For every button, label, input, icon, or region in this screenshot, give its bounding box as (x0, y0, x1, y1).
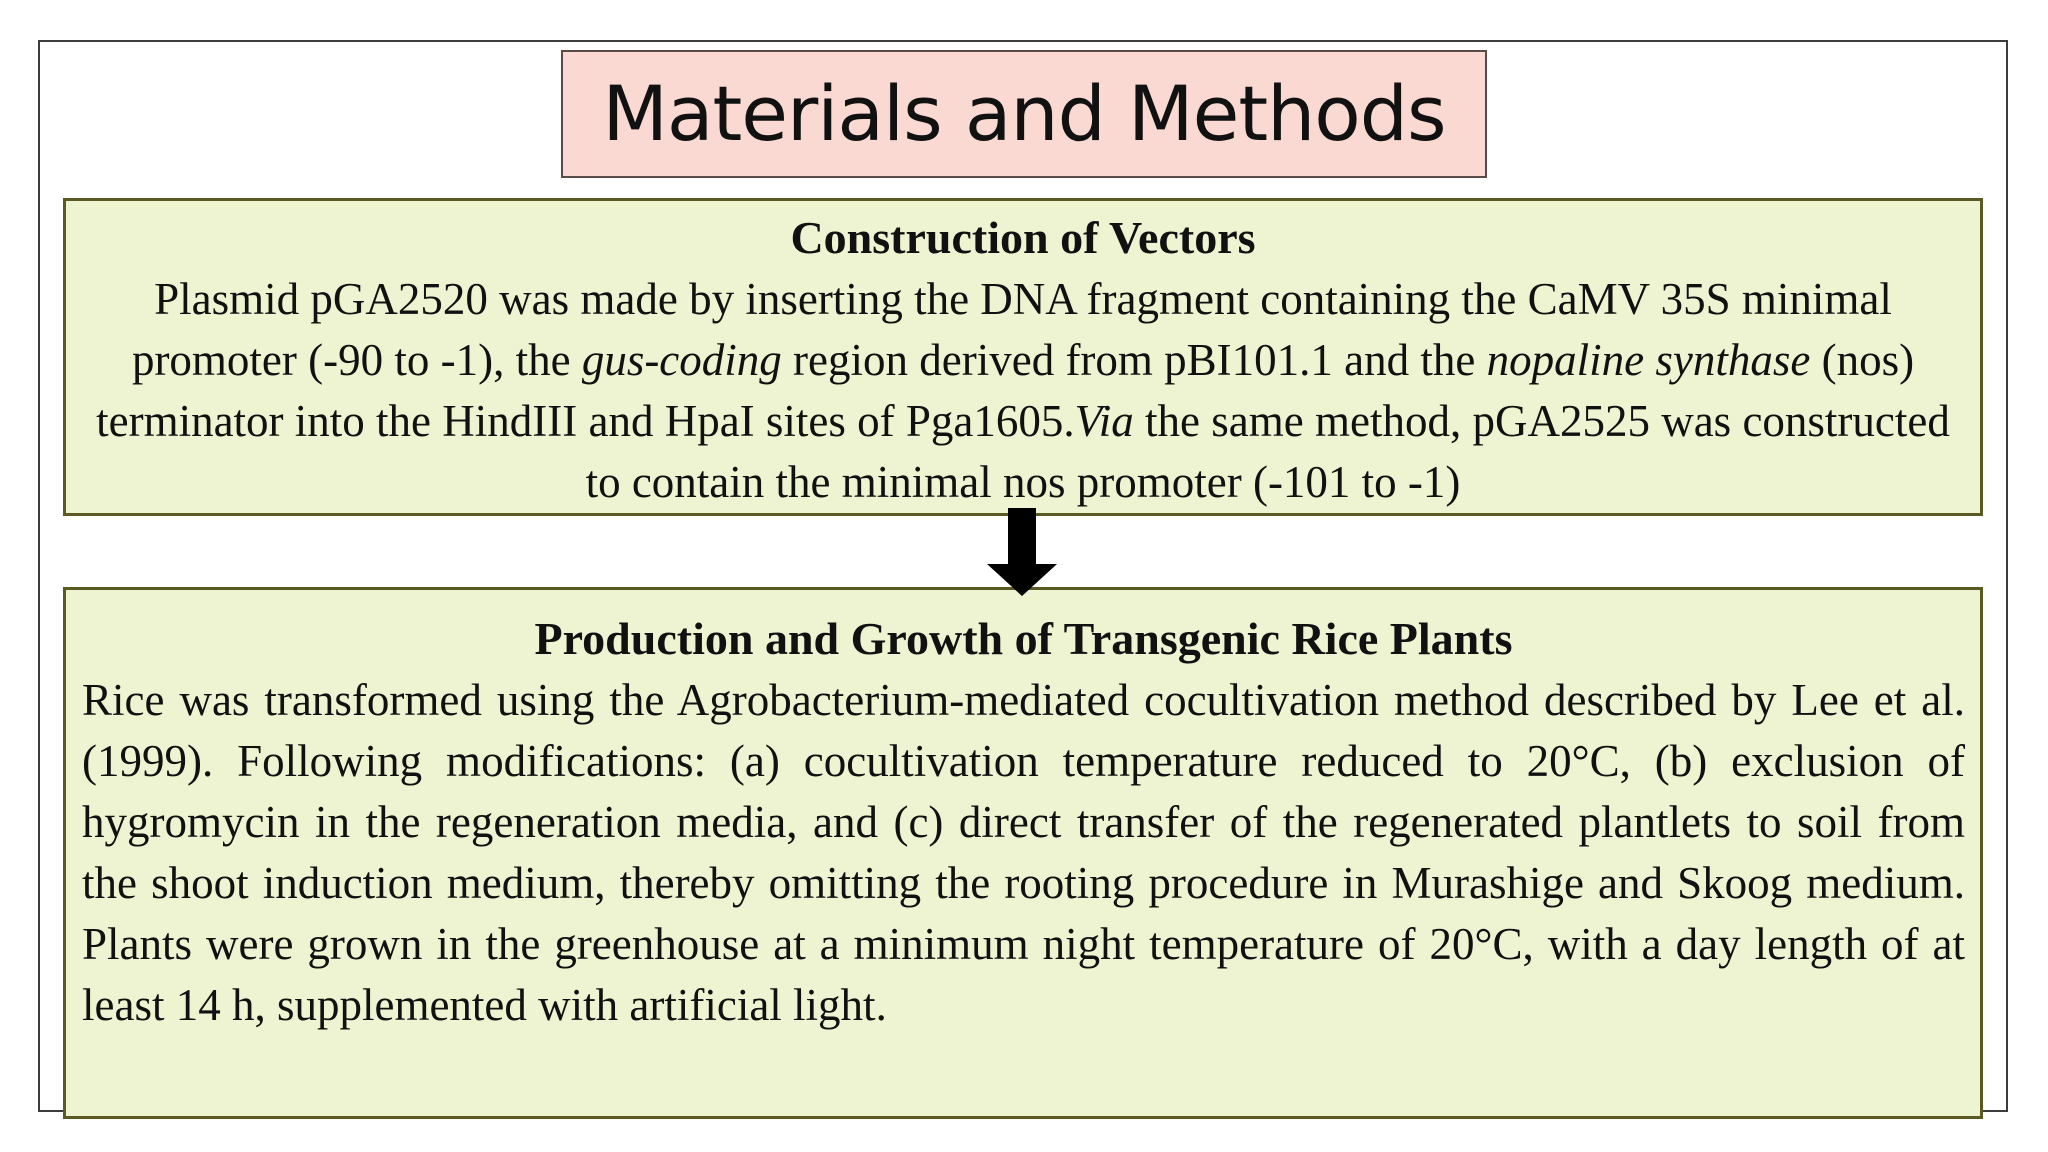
vectors-text-4: the same method, pGA2525 was constructed to contain the minimal nos promoter (-101 to -1) (585, 396, 1950, 507)
vectors-text-1: Plasmid pGA2520 was made by inserting the DNA fragment containing the CaMV 35S minimal promoter (-90 to -1), the (131, 274, 1892, 385)
down-arrow-shape (987, 508, 1057, 596)
vectors-text-3: (nos) terminator into the HindIII and HpaI sites of Pga1605. (96, 335, 1915, 446)
down-arrow-icon (987, 508, 1057, 596)
title-box (561, 50, 1487, 178)
vectors-text-2: region derived from pBI101.1 and the (781, 335, 1487, 385)
via-term: Via (1074, 396, 1134, 446)
rice-panel (63, 587, 1983, 1119)
gus-coding-term: gus-coding (581, 335, 782, 385)
vectors-heading: Construction of Vectors (790, 212, 1256, 263)
rice-paragraph: Rice was transformed using the Agrobacterium-mediated cocultivation method described by Lee et al. (1999). Following modifications: (a) cocultivation temperature reduced to 20°C, (b) exclusion of hygromycin in the regeneration media, and (c) direct transfer of the regenerated plantlets to soil from the shoot induction medium, thereby omitting the rooting procedure in Murashige and Skoog medium. Plants were grown in the greenhouse at a minimum night temperature of 20°C, with a day length of at least 14 h, supplemented with artificial light. (82, 675, 1965, 1030)
slide-title: Materials and Methods (602, 69, 1446, 158)
rice-heading: Production and Growth of Transgenic Rice Plants (534, 613, 1513, 664)
vectors-panel (63, 198, 1983, 516)
vectors-paragraph (86, 269, 1960, 513)
nopaline-synthase-term: nopaline synthase (1486, 335, 1811, 385)
